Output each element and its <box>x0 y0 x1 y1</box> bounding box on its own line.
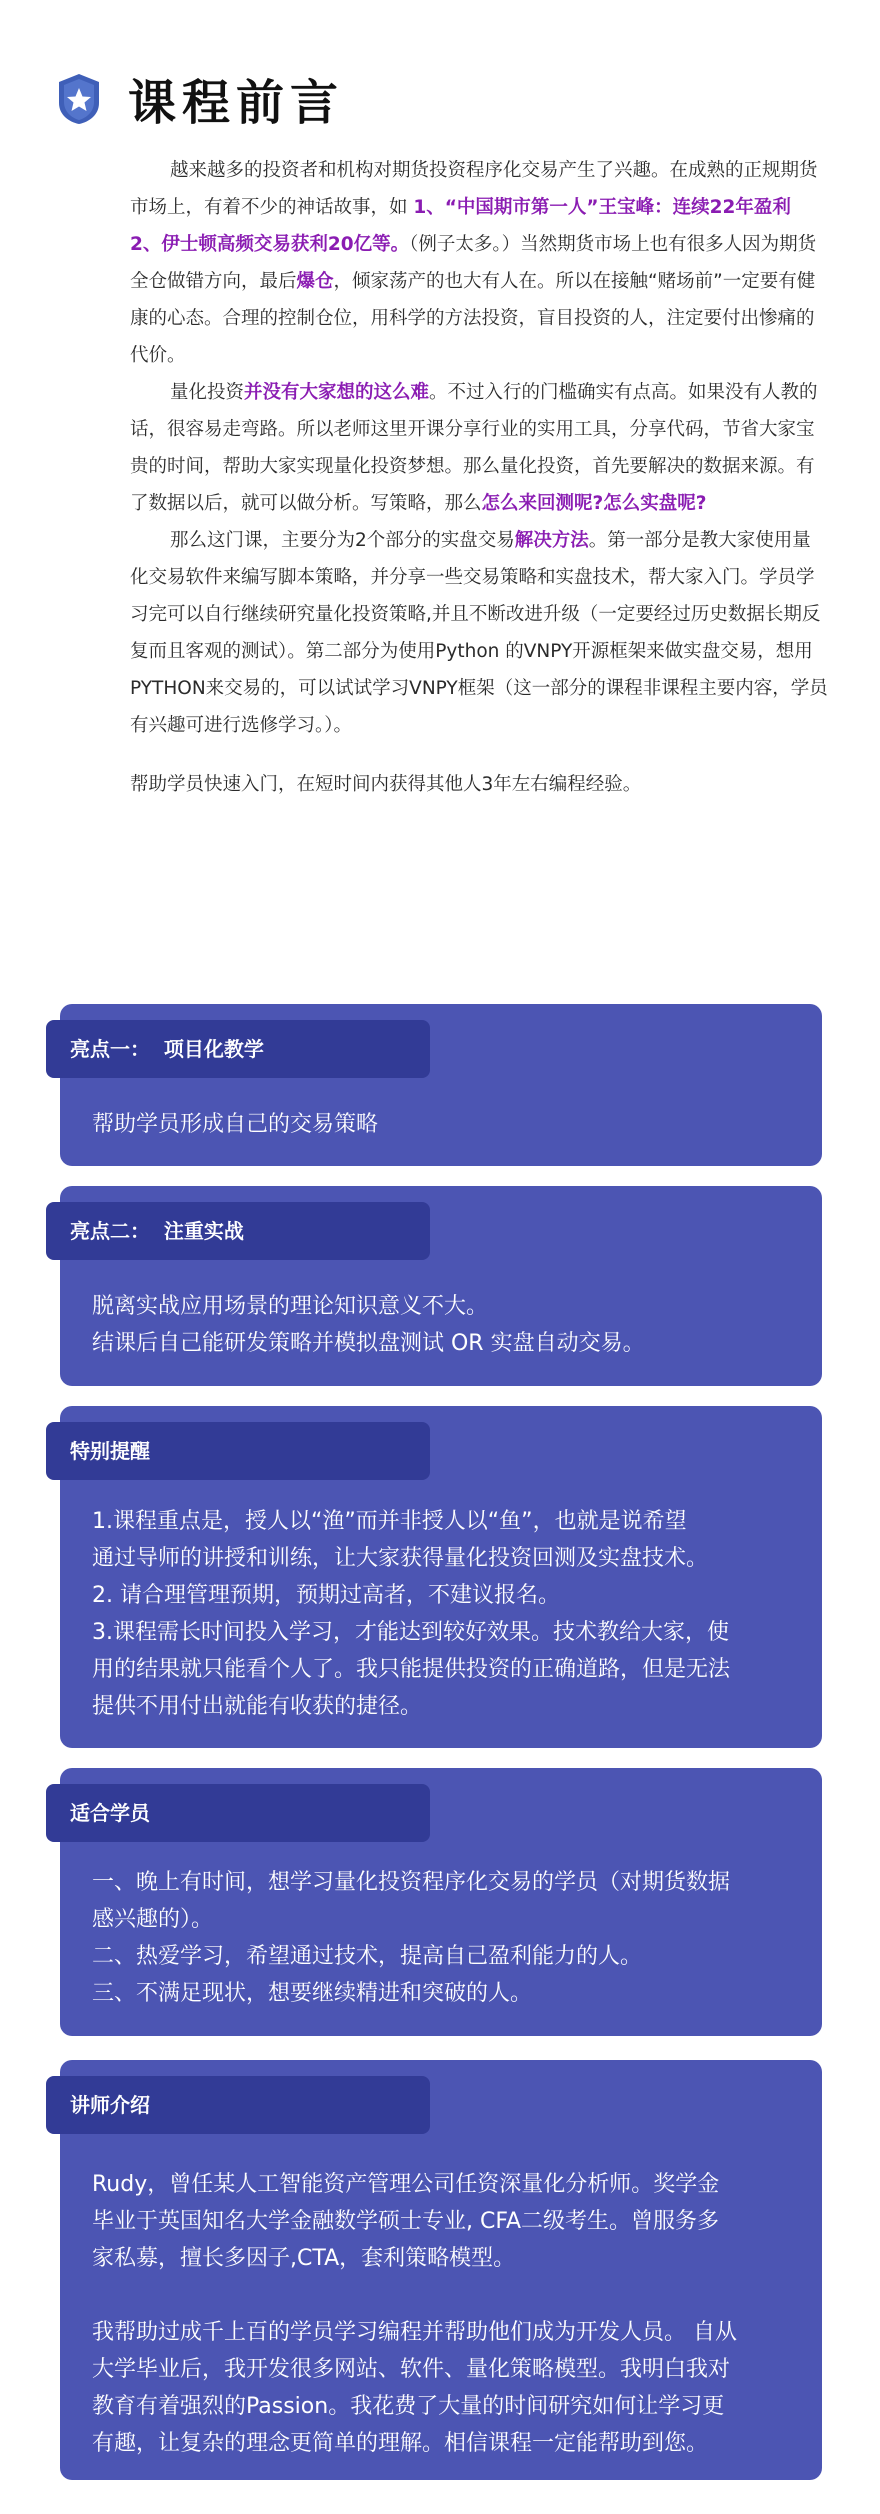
shield-star-icon <box>58 73 100 125</box>
card-tab-label: 讲师介绍 <box>46 2076 430 2134</box>
highlight-card-project-teaching <box>60 1004 822 1166</box>
reminder-card <box>60 1406 822 1748</box>
card-tab-label: 亮点二： 注重实战 <box>46 1202 430 1260</box>
card-tab-label: 适合学员 <box>46 1784 430 1842</box>
intro-closing: 帮助学员快速入门，在短时间内获得其他人3年左右编程经验。 <box>130 774 642 795</box>
page-header <box>58 64 344 133</box>
highlight-text: 爆仓 <box>296 271 334 292</box>
highlight-card-practical <box>60 1186 822 1386</box>
instructor-card <box>60 2060 822 2480</box>
card-body: 1.课程重点是，授人以“渔”而并非授人以“鱼”，也就是说希望 通过导师的讲授和训练，让大家获得量化投资回测及实盘技术。 2. 请合理管理预期，预期过高者，不建议报名。 3.课程需长时间投入学习，才能达到较好效果。技术教给大家，使 用的结果就只能看个人了。我只能提供投资的正确道路，但是无法 提供不用付出就能有收获的捷径。 <box>92 1509 731 1719</box>
intro-paragraph-2: 量化投资并没有大家想的这么难。不过入行的门槛确实有点高。如果没有人教的话，很容易走弯路。所以老师这里开课分享行业的实用工具，分享代码，节省大家宝贵的时间，帮助大家实现量化投资梦想。那么量化投资，首先要解决的数据来源。有了数据以后，就可以做分析。写策略，那么怎么来回测呢?怎么实盘呢? <box>130 382 818 514</box>
highlight-text: 并没有大家想的这么难 <box>244 382 430 403</box>
target-students-card <box>60 1768 822 2036</box>
page-title: 课程前言 <box>128 75 345 131</box>
highlight-text: 1、“中国期市第一人”王宝峰：连续22年盈利 2、伊士顿高频交易获利20亿等。 <box>130 197 791 255</box>
intro-paragraph-1: 越来越多的投资者和机构对期货投资程序化交易产生了兴趣。在成熟的正规期货市场上，有着不少的神话故事，如 1、“中国期市第一人”王宝峰：连续22年盈利 2、伊士顿高频交易获利20亿等。（例子太多。）当然期货市场上也有很多人因为期货全仓做错方向，最后爆仓，倾家荡产的也大有人在。所以在接触“赌场前”一定要有健康的心态。合理的控制仓位，用科学的方法投资，盲目投资的人，注定要付出惨痛的代价。 <box>130 160 818 366</box>
intro-section <box>130 152 828 803</box>
highlight-text: 解决方法 <box>514 530 589 551</box>
card-body: 帮助学员形成自己的交易策略 <box>92 1112 379 1137</box>
card-body: Rudy，曾任某人工智能资产管理公司任资深量化分析师。奖学金 毕业于英国知名大学金融数学硕士专业, CFA二级考生。曾服务多 家私募，擅长多因子,CTA，套利策略模型。 我帮助过成千上百的学员学习编程并帮助他们成为开发人员。 自从 大学毕业后，我开发很多网站、软件、量化策略模型。我明白我对 教育有着强烈的Passion。我花费了大量的时间研究如何让学习更 有趣，让复杂的理念更简单的理解。相信课程一定能帮助到您。 <box>92 2172 737 2456</box>
card-body: 一、晚上有时间，想学习量化投资程序化交易的学员（对期货数据 感兴趣的）。 二、热爱学习，希望通过技术，提高自己盈利能力的人。 三、不满足现状，想要继续精进和突破的人。 <box>92 1870 731 2006</box>
card-tab-label: 特别提醒 <box>46 1422 430 1480</box>
card-tab-label: 亮点一： 项目化教学 <box>46 1020 430 1078</box>
intro-paragraph-3: 那么这门课，主要分为2个部分的实盘交易解决方法。第一部分是教大家使用量化交易软件来编写脚本策略，并分享一些交易策略和实盘技术，帮大家入门。学员学习完可以自行继续研究量化投资策略,并且不断改进升级（一定要经过历史数据长期反复而且客观的测试）。第二部分为使用Python 的VNPY开源框架来做实盘交易，想用PYTHON来交易的，可以试试学习VNPY框架（这一部分的课程非课程主要内容，学员有兴趣可进行选修学习。）。 <box>130 530 828 736</box>
highlight-text: 怎么来回测呢?怎么实盘呢? <box>481 493 707 514</box>
card-body: 脱离实战应用场景的理论知识意义不大。 结课后自己能研发策略并模拟盘测试 OR 实盘自动交易。 <box>92 1294 645 1356</box>
